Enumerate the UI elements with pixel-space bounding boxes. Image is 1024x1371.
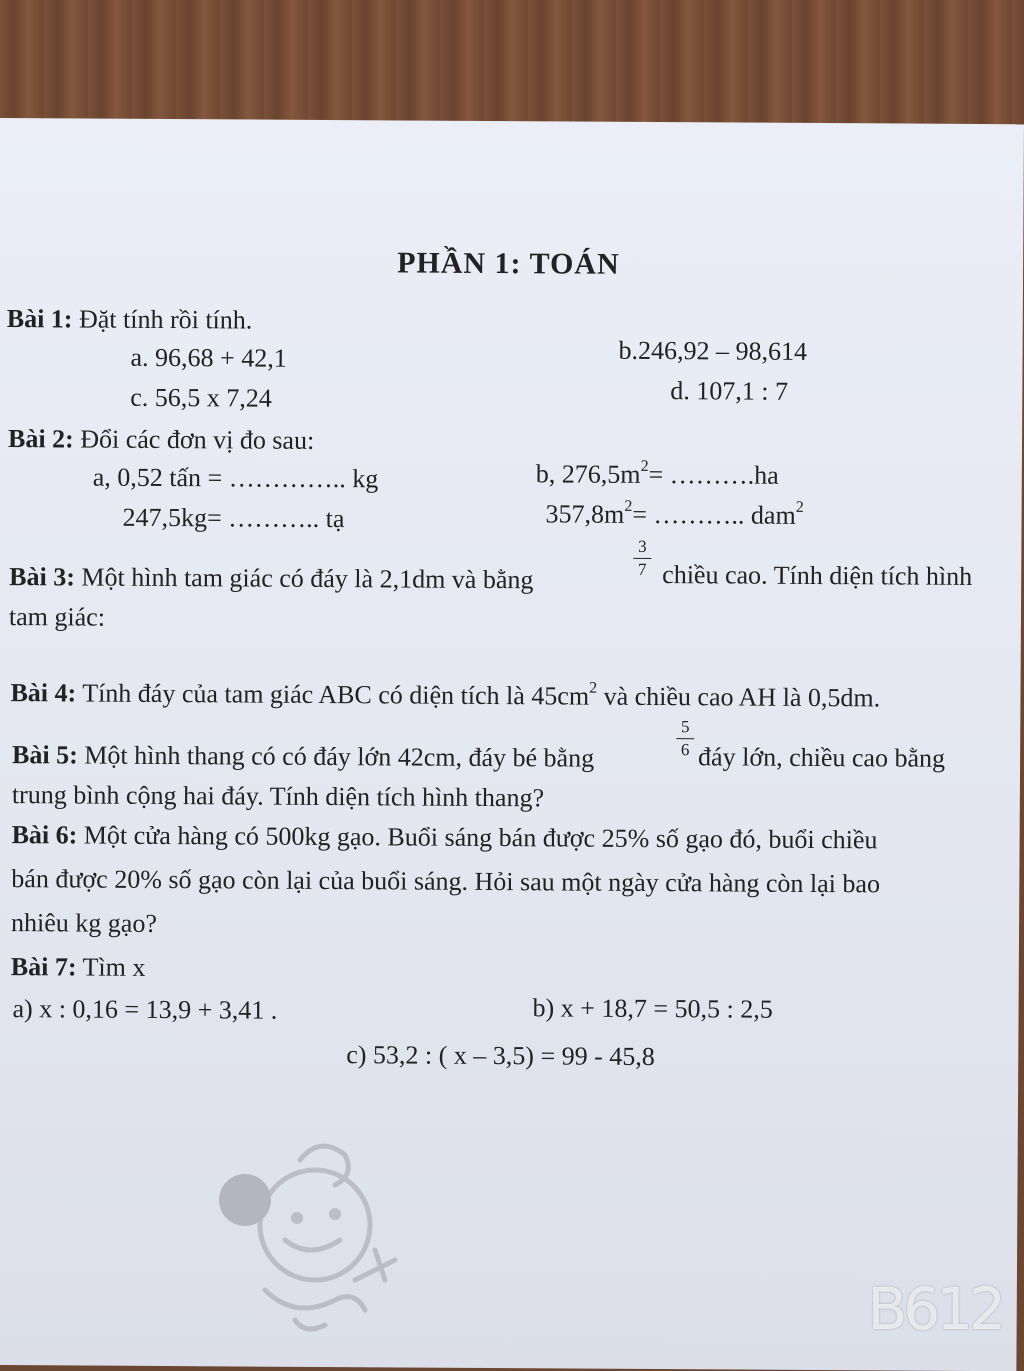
bai1-heading [7, 304, 253, 335]
bai2-b2-unit-exponent: 2 [795, 498, 804, 516]
bai5-line1 [12, 740, 594, 774]
bai1-label: Bài 1: [6, 304, 73, 334]
bai4-exponent: 2 [589, 679, 598, 697]
bai6-line3: nhiêu kg gạo? [10, 908, 158, 938]
worksheet-paper [0, 118, 1024, 1371]
bai5-text-before: Một hình thang có có đáy lớn 42cm, đáy bé bằng [84, 740, 595, 773]
bai5-line2: trung bình cộng hai đáy. Tính diện tích hình thang? [11, 780, 545, 813]
bai2-label: Bài 2: [7, 424, 74, 454]
bai7-item-b: b) x + 18,7 = 50,5 : 2,5 [532, 993, 773, 1024]
bai3-fraction-numerator: 3 [638, 536, 647, 556]
bai1-item-c: c. 56,5 x 7,24 [130, 382, 272, 413]
bai2-b1-rest: = ……….ha [648, 459, 779, 490]
bai2-heading [8, 424, 314, 456]
bai4-line [10, 678, 880, 713]
bai4-label: Bài 4: [10, 678, 77, 708]
bai2-b2-rest: = ……….. dam [632, 499, 796, 530]
bai5-fraction-numerator: 5 [680, 717, 690, 737]
bai5-fraction-denominator: 6 [680, 740, 690, 760]
fraction-bar [676, 738, 694, 739]
bai6-text-line1: Một cửa hàng có 500kg gạo. Buổi sáng bán được 25% số gạo đó, buổi chiều [83, 820, 878, 855]
bai7-item-c: c) 53,2 : ( x – 3,5) = 99 - 45,8 [346, 1040, 655, 1072]
bai2-instruction: Đổi các đơn vị đo sau: [80, 424, 315, 455]
bai5-fraction [676, 718, 694, 759]
bai3-line1 [9, 562, 533, 595]
bai6-line1 [12, 820, 878, 855]
fraction-bar [633, 558, 651, 559]
bai1-item-b: b.246,92 – 98,614 [618, 335, 808, 366]
bai3-label: Bài 3: [9, 562, 76, 592]
bai5-text-after: đáy lớn, chiều cao bằng [698, 742, 946, 773]
page-title: PHẦN 1: TOÁN [397, 246, 620, 281]
bai4-text-after: và chiều cao AH là 0,5dm. [597, 681, 881, 713]
bai7-label: Bài 7: [10, 952, 77, 982]
bai6-label: Bài 6: [11, 820, 78, 850]
faded-cartoon-stamp [205, 1130, 425, 1350]
bai7-heading [11, 952, 146, 983]
wooden-table-background [0, 0, 1024, 135]
bai2-item-a2: 247,5kg= ……….. tạ [122, 502, 345, 534]
bai5-label: Bài 5: [12, 740, 78, 770]
bai2-b2-exponent: 2 [624, 497, 633, 515]
bai2-b1-text: b, 276,5m [535, 459, 641, 489]
bai3-fraction [633, 538, 651, 579]
bai3-line2: tam giác: [8, 602, 106, 632]
camera-app-watermark: B612 [867, 1275, 1002, 1343]
bai3-fraction-denominator: 7 [637, 559, 647, 579]
bai1-item-a: a. 96,68 + 42,1 [130, 342, 287, 373]
bai3-text-after: chiều cao. Tính diện tích hình [662, 560, 973, 591]
bai2-item-b1 [536, 459, 779, 490]
bai2-item-a1: a, 0,52 tấn = ………….. kg [92, 462, 379, 494]
bai4-text-before: Tính đáy của tam giác ABC có diện tích là 45cm [82, 678, 590, 711]
bai7-instruction: Tìm x [82, 952, 146, 982]
bai6-line2: bán được 20% số gạo còn lại của buổi sáng. Hỏi sau một ngày cửa hàng còn lại bao [11, 864, 881, 899]
bai2-b1-exponent: 2 [640, 457, 649, 475]
bai1-instruction: Đặt tính rồi tính. [78, 304, 253, 335]
bai7-item-a: a) x : 0,16 = 13,9 + 3,41 . [12, 994, 278, 1025]
bai2-item-b2 [545, 499, 803, 531]
bai3-text-before: Một hình tam giác có đáy là 2,1dm và bằng [81, 562, 534, 595]
bai1-item-d: d. 107,1 : 7 [670, 376, 789, 406]
bai2-b2-text: 357,8m [545, 499, 625, 529]
